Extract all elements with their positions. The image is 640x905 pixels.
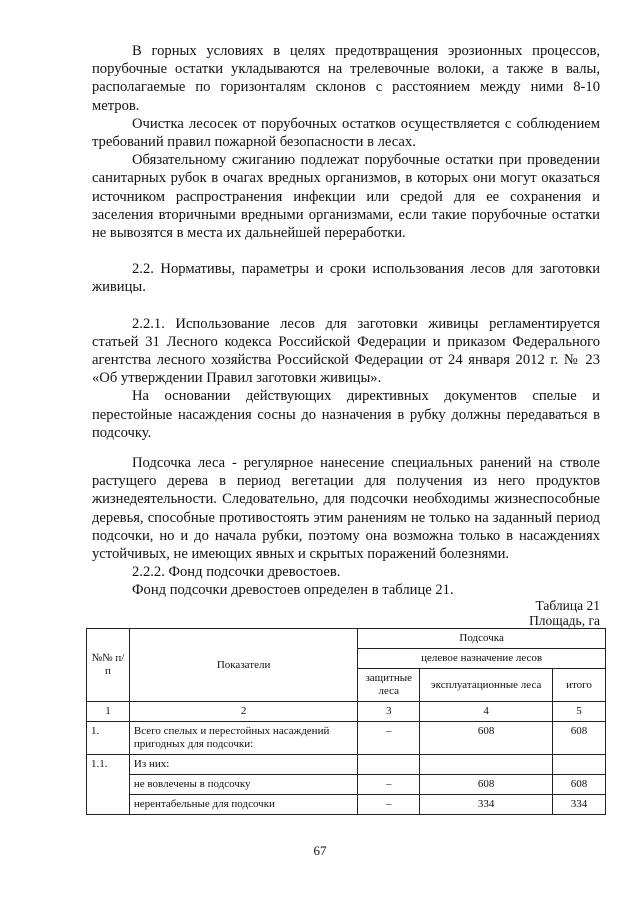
fund-table [86, 628, 606, 815]
row-protective: – [358, 795, 420, 815]
col-number: 4 [420, 702, 553, 722]
row-operational [420, 755, 553, 775]
section-heading: 2.2. Нормативы, параметры и сроки использования лесов для заготовки живицы. [92, 261, 600, 296]
header-total: итого [553, 669, 606, 702]
table-row [87, 775, 606, 795]
row-num: 1. [87, 722, 130, 755]
row-total [553, 755, 606, 775]
table-header-row [87, 629, 606, 649]
row-total: 608 [553, 775, 606, 795]
row-total: 334 [553, 795, 606, 815]
row-protective: – [358, 775, 420, 795]
table-row [87, 795, 606, 815]
col-number: 2 [129, 702, 357, 722]
table-row [87, 755, 606, 775]
table-units: Площадь, га [529, 613, 600, 628]
header-num: №№ п/п [87, 629, 130, 702]
header-group: Подсочка [358, 629, 606, 649]
paragraph: 2.2.1. Использование лесов для заготовки живицы регламентируется статьей 31 Лесного кодекса Российской Федерации и приказом Федерального агентства лесного хозяйства Российской Федерации от 24 января 2012 г. № 23 «Об утверждении Правил заготовки живицы». [92, 315, 600, 387]
column-number-row [87, 702, 606, 722]
paragraph: В горных условиях в целях предотвращения эрозионных процессов, порубочные остатки укладываются на трелевочные волоки, а также в валы, располагаемые по горизонталям склонов с расстоянием между ними 8-10 метров. [92, 43, 600, 114]
row-operational: 608 [420, 722, 553, 755]
row-operational: 608 [420, 775, 553, 795]
row-label: не вовлечены в подсочку [129, 775, 357, 795]
subsection-heading: 2.2.2. Фонд подсочки древостоев. [132, 564, 341, 581]
row-operational: 334 [420, 795, 553, 815]
paragraph: Обязательному сжиганию подлежат порубочные остатки при проведении санитарных рубок в очагах вредных организмов, в которых они могут оказаться источником распространения инфекции или средой для ее сохранения и заселения вторичными вредными организмами, если такие порубочные остатки не вывозятся в места их дальнейшей переработки. [92, 152, 600, 242]
row-total: 608 [553, 722, 606, 755]
page-number: 67 [313, 843, 327, 858]
paragraph: На основании действующих директивных документов спелые и перестойные насаждения сосны до назначения в рубку должны передаваться в подсочку. [92, 388, 600, 441]
row-protective: – [358, 722, 420, 755]
header-protective: защитные леса [358, 669, 420, 702]
header-operational: эксплуатационные леса [420, 669, 553, 702]
paragraph: Очистка лесосек от порубочных остатков осуществляется с соблюдением требований правил пожарной безопасности в лесах. [92, 115, 600, 151]
paragraph: Подсочка леса - регулярное нанесение специальных ранений на стволе растущего дерева в период вегетации для получения из него продуктов жизнедеятельности. Следовательно, для подсочки необходимы жизнеспособные деревья, способные противостоять этим ранениям не только на заданный период подсочки, но и до начала рубки, поэтому она возможна только в насаждениях устойчивых, не имеющих явных и скрытых поражений болезнями. [92, 455, 600, 563]
row-protective [358, 755, 420, 775]
header-subgroup: целевое назначение лесов [358, 649, 606, 669]
row-num: 1.1. [87, 755, 130, 815]
body-text [92, 42, 600, 600]
col-number: 3 [358, 702, 420, 722]
table-row [87, 722, 606, 755]
col-number: 1 [87, 702, 130, 722]
row-label: Из них: [129, 755, 357, 775]
row-label: Всего спелых и перестойных насаждений пригодных для подсочки: [129, 722, 357, 755]
table-caption: Таблица 21 [535, 598, 600, 613]
paragraph: Фонд подсочки древостоев определен в таблице 21. [132, 582, 454, 599]
col-number: 5 [553, 702, 606, 722]
header-indicators: Показатели [129, 629, 357, 702]
row-label: нерентабельные для подсочки [129, 795, 357, 815]
